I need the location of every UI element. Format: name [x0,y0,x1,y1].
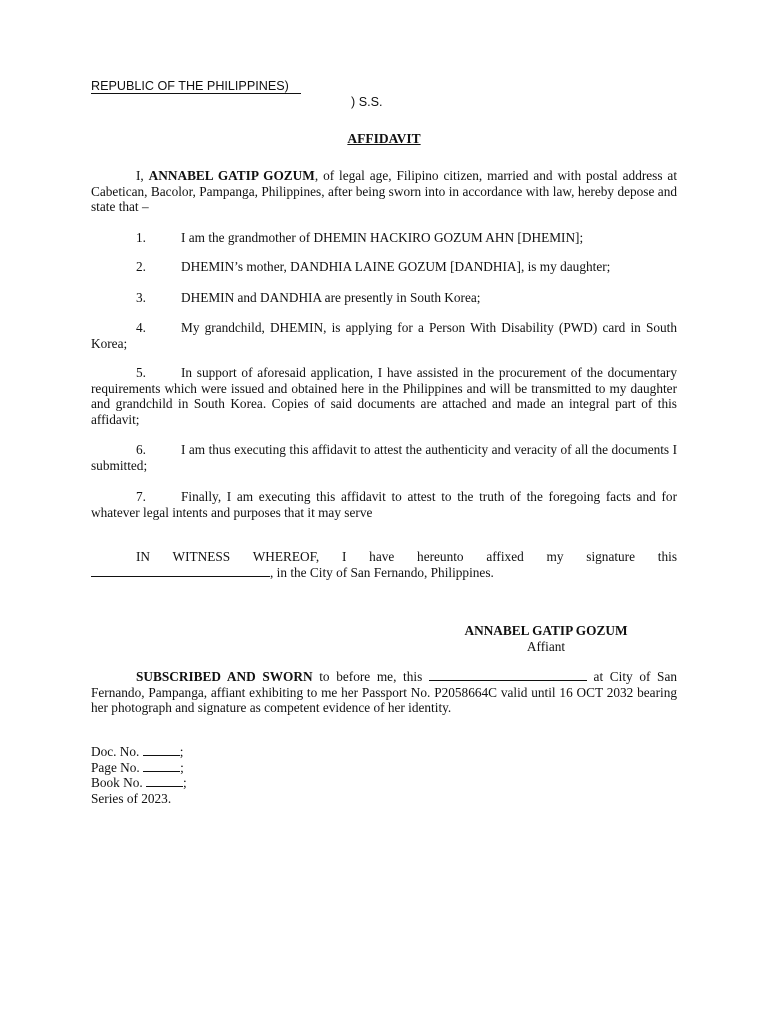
book-no-blank [146,775,183,787]
witness-line-2 [91,565,494,581]
item-number: 7. [136,489,146,504]
item-number: 1. [136,230,146,245]
intro-prefix: I, [136,168,149,183]
item-number: 5. [136,365,146,380]
item-number: 3. [136,290,146,305]
item-number: 4. [136,320,146,335]
witness-city: , in the City of San Fernando, Philippines. [270,565,494,580]
item-number: 6. [136,442,146,457]
list-item [91,259,677,275]
list-item [91,290,677,306]
list-item [91,489,677,520]
book-no-label: Book No. [91,775,143,790]
item-text: I am thus executing this affidavit to attest the authenticity and veracity of all the documents I submitted; [91,442,677,473]
item-text: DHEMIN and DANDHIA are presently in South Korea; [181,290,481,305]
item-text: In support of aforesaid application, I have assisted in the procurement of the documentary requirements which were issued and obtained here in the Philippines and will be transmitted to my daughter and grandchild in South Korea. Copies of said documents are attached and made an integral part of this affidavit; [91,365,677,427]
document-title-wrap [0,131,768,147]
book-no-suffix: ; [183,775,187,790]
jurat-body: at City of San Fernando, Pampanga, affiant exhibiting to me her Passport No. P2058664C valid until 16 OCT 2032 bearing her photograph and signature as competent evidence of her identity. [91,669,678,715]
affiant-label: Affiant [526,639,566,654]
page-no [91,760,184,776]
affiant-name-inline: ANNABEL GATIP GOZUM [148,168,315,183]
list-item [91,230,677,246]
intro-body: , of legal age, Filipino citizen, married and with postal address at Cabetican, Bacolor, Pampanga, Philippines, after being sworn into in accordance with law, hereby depose and state that – [91,168,678,214]
list-item [91,442,677,473]
date-blank-line [91,565,270,577]
ss-label: ) S.S. [351,95,383,109]
book-no [91,775,187,791]
witness-line-1: IN WITNESS WHEREOF, I have hereunto affixed my signature this [136,549,677,564]
item-text: I am the grandmother of DHEMIN HACKIRO GOZUM AHN [DHEMIN]; [181,230,584,245]
affiant-signature-name: ANNABEL GATIP GOZUM [464,623,628,638]
page-no-blank [143,760,180,772]
item-text: My grandchild, DHEMIN, is applying for a Person With Disability (PWD) card in South Korea; [91,320,677,351]
item-number: 2. [136,259,146,274]
list-item [91,320,677,351]
doc-no-blank [143,744,180,756]
republic-text: REPUBLIC OF THE PHILIPPINES) [91,79,289,93]
list-item [91,365,677,427]
page-no-label: Page No. [91,760,140,775]
page-no-suffix: ; [180,760,184,775]
document-title: AFFIDAVIT [347,131,421,146]
venue-blank-line [91,92,301,94]
intro-paragraph [91,168,677,215]
doc-no [91,744,183,760]
jurat-paragraph [91,669,677,716]
item-text: Finally, I am executing this affidavit to attest to the truth of the foregoing facts and for whatever legal intents and purposes that it may serve [91,489,677,520]
item-text: DHEMIN’s mother, DANDHIA LAINE GOZUM [DANDHIA], is my daughter; [181,259,611,274]
jurat-bold: SUBSCRIBED AND SWORN [136,669,313,684]
doc-no-label: Doc. No. [91,744,140,759]
jurat-mid: to before me, this [312,669,429,684]
jurat-date-blank [429,669,587,681]
series-label: Series of 2023. [91,791,172,806]
doc-no-suffix: ; [179,744,184,759]
